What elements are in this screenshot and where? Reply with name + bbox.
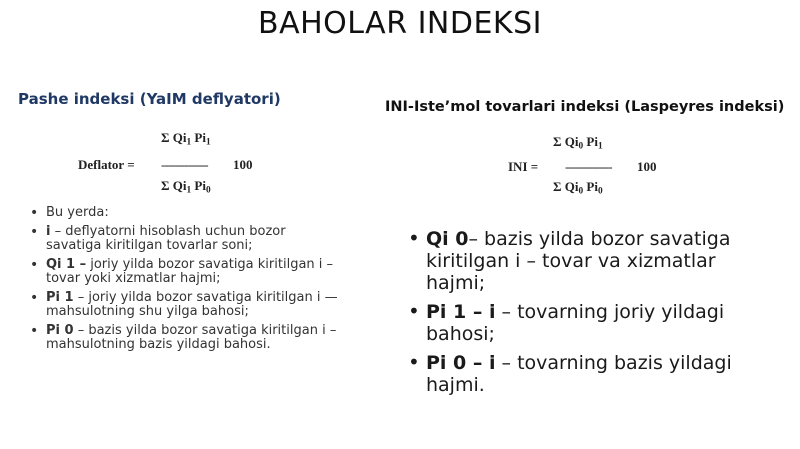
formula-label: INI = [508,159,539,174]
formula-denominator: Σ $Qi_0$ $Pi_0$ [553,179,603,197]
list-item: • Bu yerda: [30,206,340,220]
ini-notes-list [408,228,738,403]
slide-title: BAHOLAR INDEKSI [258,6,542,41]
formula-numerator: Σ $Qi_0$ $Pi_1$ [553,134,603,152]
formula-fraction-line: -------------- [161,157,208,172]
formula-multiplier: 100 [637,159,657,174]
formula-multiplier: 100 [233,157,253,172]
list-item: • Qi 1 – joriy yilda bozor savatiga kiritilgan i – tovar yoki xizmatlar hajmi; [30,258,340,286]
list-item: • Qi 0– bazis yilda bozor savatiga kiritilgan i – tovar va xizmatlar hajmi; [408,228,738,294]
formula-numerator: Σ $Qi_1$ $Pi_1$ [161,130,211,148]
deflator-formula [75,128,275,198]
list-item: • Pi 0 – bazis yilda bozor savatiga kiritilgan i – mahsulotning bazis yildagi bahosi. [30,324,340,352]
list-item: • i – deflyatorni hisoblash uchun bozor savatiga kiritilgan tovarlar soni; [30,225,340,253]
list-item: • Pi 0 – i – tovarning bazis yildagi hajmi. [408,352,738,396]
formula-fraction-line: -------------- [565,159,612,174]
list-item: • Pi 1 – i – tovarning joriy yildagi bahosi; [408,301,738,345]
pashe-notes-list [30,206,340,357]
ini-heading: INI-Iste’mol tovarlari indeksi (Laspeyres indeksi) [385,99,785,115]
formula-label: Deflator = [78,157,135,172]
formula-denominator: Σ $Qi_1$ $Pi_0$ [161,178,211,196]
pashe-heading: Pashe indeksi (YaIM deflyatori) [18,90,281,108]
ini-formula [505,132,705,202]
list-item: • Pi 1 – joriy yilda bozor savatiga kiritilgan i — mahsulotning shu yilga bahosi; [30,291,340,319]
